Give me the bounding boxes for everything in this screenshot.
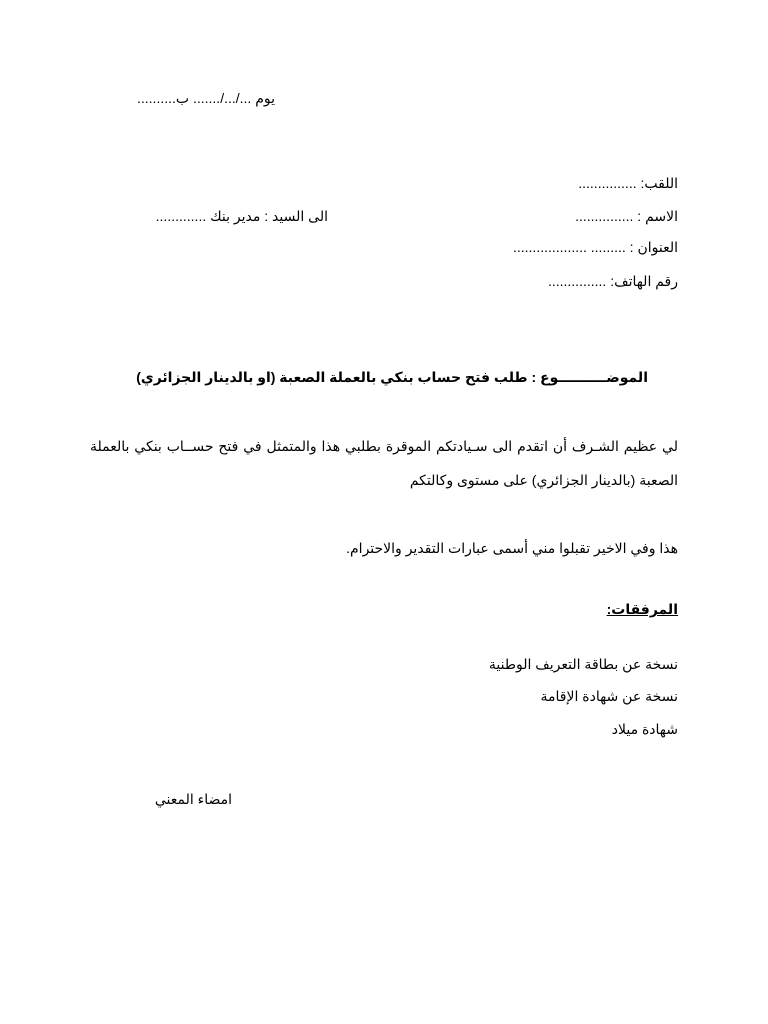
sender-surname-field: اللقب: ............... (578, 175, 678, 191)
recipient-line: الى السيد : مدير بنك ............. (155, 208, 328, 224)
sender-address-field: العنوان : ......... ................... (512, 239, 678, 255)
attachment-item: شهادة ميلاد (611, 721, 678, 737)
body-paragraph: لي عظيم الشـرف أن اتقدم الى سـيادتكم الموقرة بطلبي هذا والمتمثل في فتح حســاب بنكي بالعملة الصعبة (بالدينار الجزائري) على مستوى وكالتكم (90, 438, 678, 488)
attachment-item: نسخة عن بطاقة التعريف الوطنية (488, 656, 678, 672)
signature-label: امضاء المعني (154, 791, 232, 807)
subject-line: الموضــــــــــوع : طلب فتح حساب بنكي بالعملة الصعبة (او بالدينار الجزائري) (136, 369, 648, 385)
attachments-title: المرفقات: (606, 601, 678, 617)
attachment-item: نسخة عن شهادة الإقامة (540, 688, 678, 704)
closing-line: هذا وفي الاخير تقبلوا مني أسمى عبارات التقدير والاحترام. (346, 540, 678, 556)
sender-phone-field: رقم الهاتف: ............... (547, 273, 678, 289)
sender-name-field: الاسم : ............... (575, 208, 678, 224)
date-line: يوم .../.../....... ب.......... (137, 90, 275, 106)
